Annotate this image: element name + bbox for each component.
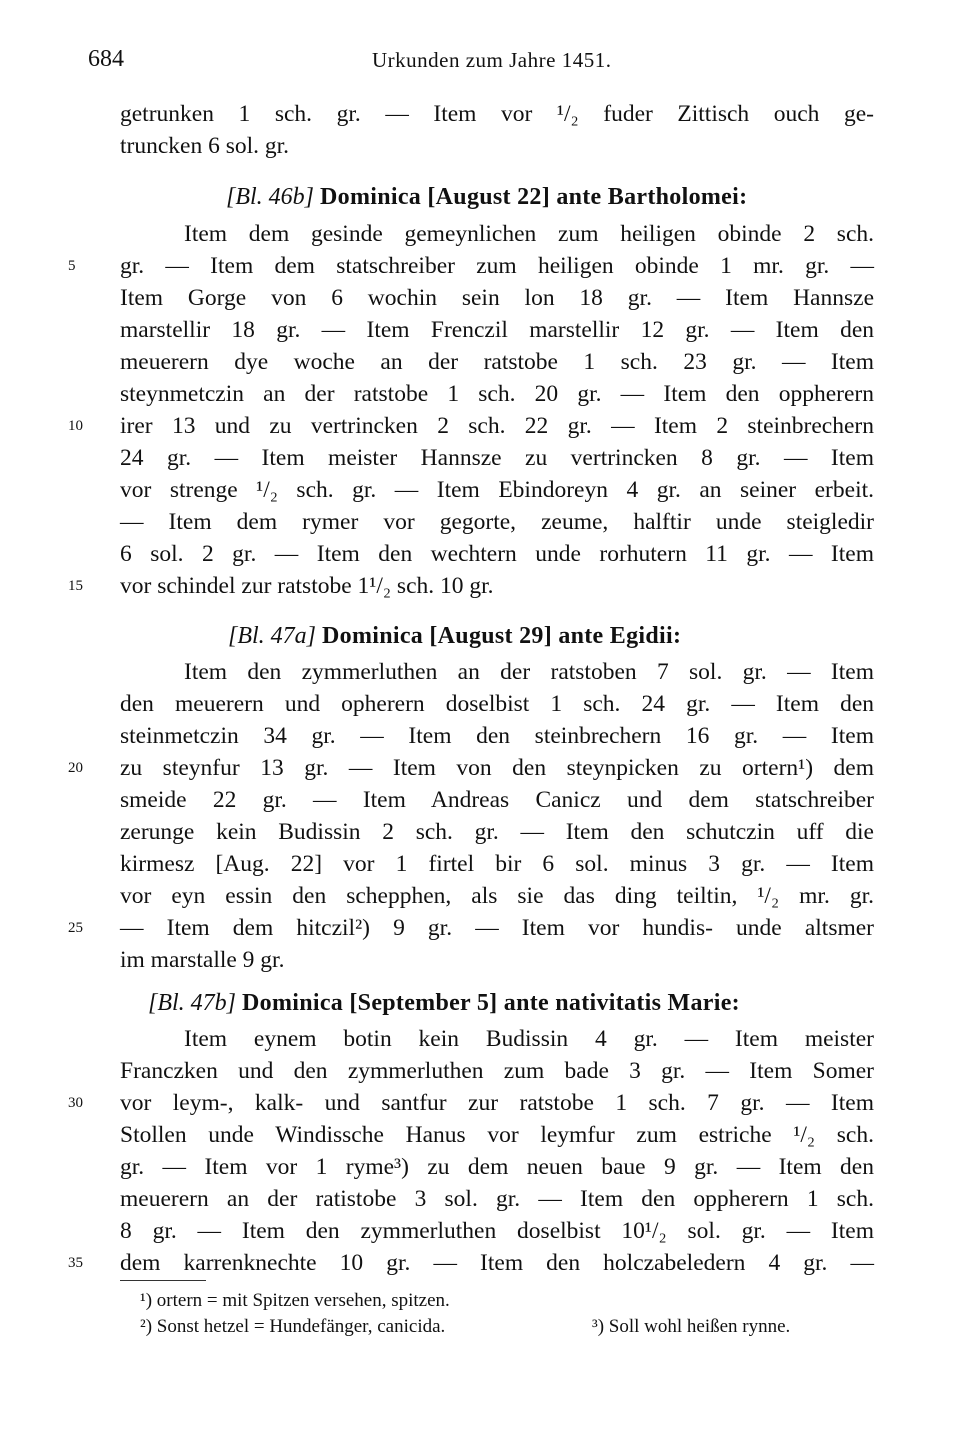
text-line: getrunken 1 sch. gr. — Item vor ¹/₂ fuder Zittisch ouch ge-	[120, 101, 874, 127]
section-title: Dominica [August 29] ante Egidii:	[322, 623, 682, 649]
text-line: 8 gr. — Item den zymmerluthen doselbist 10¹/₂ sol. gr. — Item	[120, 1218, 874, 1244]
text-line: zerunge kein Budissin 2 sch. gr. — Item den schutczin uff die	[120, 819, 874, 845]
line-number: 20	[68, 760, 83, 776]
line-number: 15	[68, 578, 83, 594]
running-title: Urkunden zum Jahre 1451.	[372, 48, 612, 72]
text-line: dem karrenknechte 10 gr. — Item den holczabeledern 4 gr. —	[120, 1250, 874, 1276]
text-line: Franczken und den zymmerluthen zum bade 3 gr. — Item Somer	[120, 1058, 874, 1084]
line-number: 5	[68, 258, 76, 274]
text-line: Item den zymmerluthen an der ratstoben 7 sol. gr. — Item	[184, 659, 874, 685]
text-line: im marstalle 9 gr.	[120, 947, 285, 973]
text-line: smeide 22 gr. — Item Andreas Canicz und dem statschreiber	[120, 787, 874, 813]
text-line: — Item dem hitczil²) 9 gr. — Item vor hundis- unde altsmer	[120, 915, 874, 941]
text-line: gr. — Item vor 1 ryme³) zu dem neuen baue 9 gr. — Item den	[120, 1154, 874, 1180]
line-number: 25	[68, 920, 83, 936]
folio-ref: [Bl. 47a]	[228, 623, 317, 649]
text-line: vor strenge ¹/₂ sch. gr. — Item Ebindoreyn 4 gr. an seiner erbeit.	[120, 477, 874, 503]
text-line: Item Gorge von 6 wochin sein lon 18 gr. — Item Hannsze	[120, 285, 874, 311]
text-line: irer 13 und zu vertrincken 2 sch. 22 gr. — Item 2 steinbrechern	[120, 413, 874, 439]
footnote-rule	[120, 1280, 206, 1281]
text-line: meuerern dye woche an der ratstobe 1 sch. 23 gr. — Item	[120, 349, 874, 375]
section-title: Dominica [September 5] ante nativitatis Marie:	[242, 990, 740, 1016]
text-line: Item dem gesinde gemeynlichen zum heiligen obinde 2 sch.	[184, 221, 874, 247]
line-number: 30	[68, 1095, 83, 1111]
text-line: vor leym-, kalk- und santfur zur ratstobe 1 sch. 7 gr. — Item	[120, 1090, 874, 1116]
page-number: 684	[88, 46, 124, 72]
section-heading	[148, 987, 740, 1019]
footnote: ³) Soll wohl heißen rynne.	[592, 1316, 791, 1337]
section-heading	[226, 181, 747, 213]
text-line: truncken 6 sol. gr.	[120, 133, 290, 159]
text-line: steinmetczin 34 gr. — Item den steinbrechern 16 gr. — Item	[120, 723, 874, 749]
text-line: gr. — Item dem statschreiber zum heiligen obinde 1 mr. gr. —	[120, 253, 874, 279]
text-line: — Item dem rymer vor gegorte, zeume, halftir unde steigledir	[120, 509, 874, 535]
text-line: meuerern an der ratistobe 3 sol. gr. — Item den oppherern 1 sch.	[120, 1186, 874, 1212]
text-line: 24 gr. — Item meister Hannsze zu vertrincken 8 gr. — Item	[120, 445, 874, 471]
folio-ref: [Bl. 47b]	[148, 990, 237, 1016]
text-line: marstellir 18 gr. — Item Frenczil marstellir 12 gr. — Item den	[120, 317, 874, 343]
section-heading	[228, 620, 681, 652]
text-line: vor schindel zur ratstobe 1¹/₂ sch. 10 gr.	[120, 573, 494, 599]
section-title: Dominica [August 22] ante Bartholomei:	[320, 184, 748, 210]
text-line: zu steynfur 13 gr. — Item von den steynpicken zu ortern¹) dem	[120, 755, 874, 781]
footnote: ²) Sonst hetzel = Hundefänger, canicida.	[140, 1316, 446, 1337]
footnote: ¹) ortern = mit Spitzen versehen, spitzen.	[140, 1290, 450, 1311]
line-number: 10	[68, 418, 83, 434]
text-line: kirmesz [Aug. 22] vor 1 firtel bir 6 sol. minus 3 gr. — Item	[120, 851, 874, 877]
text-line: 6 sol. 2 gr. — Item den wechtern unde rorhutern 11 gr. — Item	[120, 541, 874, 567]
text-line: vor eyn essin den schepphen, als sie das ding teiltin, ¹/₂ mr. gr.	[120, 883, 874, 909]
text-line: steynmetczin an der ratstobe 1 sch. 20 gr. — Item den oppherern	[120, 381, 874, 407]
text-line: Stollen unde Windissche Hanus vor leymfur zum estriche ¹/₂ sch.	[120, 1122, 874, 1148]
text-line: den meuerern und opherern doselbist 1 sch. 24 gr. — Item den	[120, 691, 874, 717]
text-line: Item eynem botin kein Budissin 4 gr. — Item meister	[184, 1026, 874, 1052]
line-number: 35	[68, 1255, 83, 1271]
folio-ref: [Bl. 46b]	[226, 184, 315, 210]
